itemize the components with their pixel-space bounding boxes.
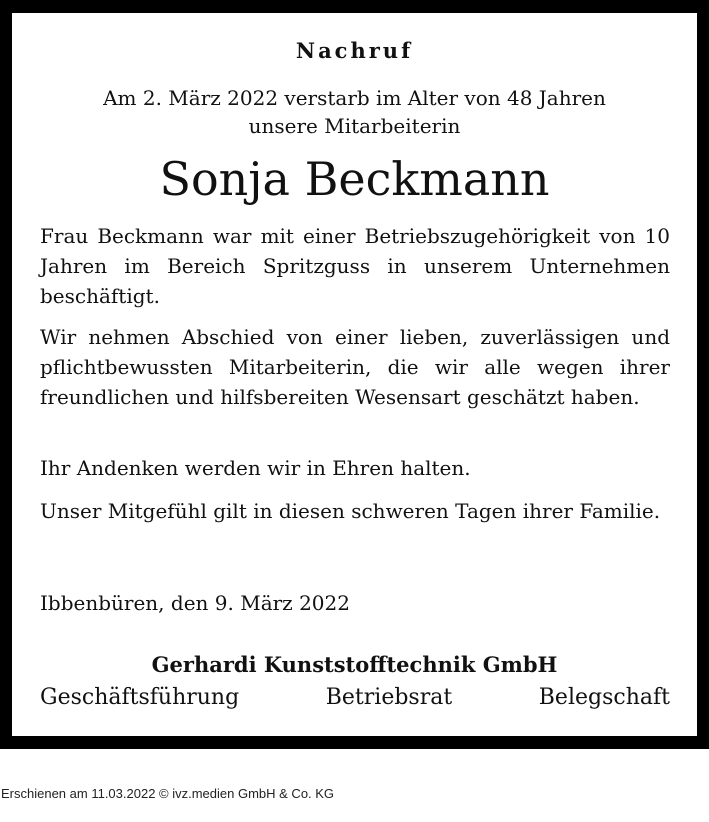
place-and-date: Ibbenbüren, den 9. März 2022 — [40, 591, 350, 615]
signatory-management: Geschäftsführung — [40, 685, 240, 710]
publication-footer: Erschienen am 11.03.2022 © ivz.medien GmbH & Co. KG — [1, 786, 335, 801]
company-name: Gerhardi Kunststofftechnik GmbH — [151, 652, 558, 677]
paragraph-memory: Ihr Andenken werden wir in Ehren halten. — [40, 456, 471, 480]
intro-line-1: Am 2. März 2022 verstarb im Alter von 48 Jahren — [103, 86, 606, 110]
intro-line-2: unsere Mitarbeiterin — [248, 114, 461, 138]
obituary-notice — [12, 13, 697, 736]
signatory-staff: Belegschaft — [538, 685, 670, 710]
deceased-name: Sonja Beckmann — [159, 152, 550, 206]
signatory-works-council: Betriebsrat — [325, 685, 453, 710]
signatories — [40, 682, 670, 714]
notice-heading: Nachruf — [295, 38, 414, 63]
paragraph-employment: Frau Beckmann war mit einer Betriebszugehörigkeit von 10 Jahren im Bereich Spritzguss in unserem Unternehmen beschäftigt. — [40, 224, 670, 308]
paragraph-condolence: Unser Mitgefühl gilt in diesen schweren Tagen ihrer Familie. — [40, 499, 661, 523]
notice-intro — [12, 84, 697, 140]
paragraph-farewell: Wir nehmen Abschied von einer lieben, zuverlässigen und pflichtbewussten Mitarbeiterin, die wir alle wegen ihrer freundlichen und hilfsbereiten Wesensart geschätzt haben. — [40, 325, 670, 409]
